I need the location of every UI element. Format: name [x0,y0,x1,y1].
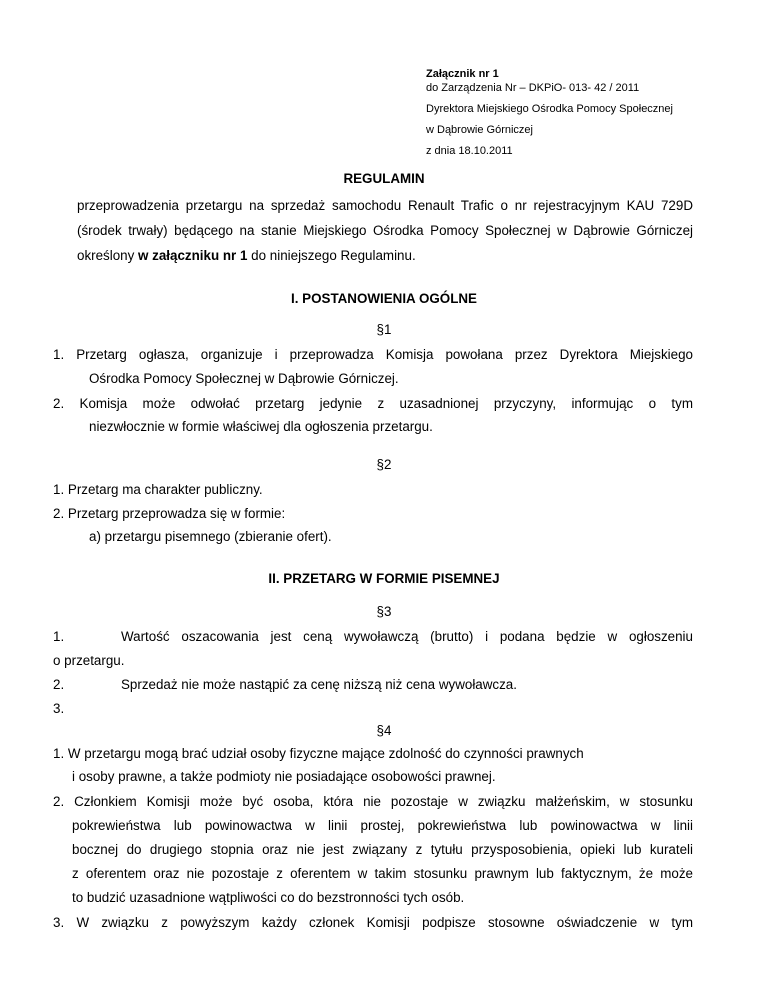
attachment-number: Załącznik nr 1 [426,68,499,80]
p3-item-1-line-1: Wartość oszacowania jest ceną wywoławczą (brutto) i podana będzie w ogłoszeniu [121,629,693,644]
intro-line-3-post: do niniejszego Regulaminu. [247,248,416,263]
p1-item-1-line-2: Ośrodka Pomocy Społecznej w Dąbrowie Górniczej. [89,371,399,386]
intro-line-1: przeprowadzenia przetargu na sprzedaż samochodu Renault Trafic o nr rejestracyjnym KAU 729D [77,198,693,213]
paragraph-1-mark: §1 [376,322,392,337]
document-title: REGULAMIN [343,171,425,186]
p3-item-1-number: 1. [53,629,65,644]
location-line: w Dąbrowie Górniczej [426,124,533,136]
date-line: z dnia 18.10.2011 [426,145,513,157]
director-line: Dyrektora Miejskiego Ośrodka Pomocy Społecznej [426,103,673,115]
section-1-heading: I. POSTANOWIENIA OGÓLNE [291,291,477,306]
intro-line-3-bold: w załączniku nr 1 [138,248,248,263]
intro-line-2: (środek trwały) będącego na stanie Miejskiego Ośrodka Pomocy Społecznej w Dąbrowie Górniczej [77,223,693,238]
p3-item-3-number: 3. [53,701,65,716]
p3-item-1-line-2: o przetargu. [53,653,125,668]
p2-item-2: 2. Przetarg przeprowadza się w formie: [53,506,286,521]
intro-line-3-pre: określony [77,248,139,263]
intro-line-3 [77,247,416,265]
paragraph-4-mark: §4 [376,723,392,738]
p4-item-2-line-2: pokrewieństwa lub powinowactwa w linii prostej, pokrewieństwa lub powinowactwa w linii [72,818,693,833]
p1-item-2-line-1: 2. Komisja może odwołać przetarg jedynie z uzasadnionej przyczyny, informując o tym [53,396,693,411]
p4-item-2-line-4: z oferentem oraz nie pozostaje z oferentem w takim stosunku prawnym lub faktycznym, że może [72,866,693,881]
section-2-heading: II. PRZETARG W FORMIE PISEMNEJ [268,571,500,586]
paragraph-2-mark: §2 [376,457,392,472]
paragraph-3-mark: §3 [376,604,392,619]
ordinance-reference: do Zarządzenia Nr – DKPiO- 013- 42 / 2011 [426,82,640,94]
p2-item-1: 1. Przetarg ma charakter publiczny. [53,482,263,497]
p4-item-2-line-3: bocznej do drugiego stopnia oraz nie jest związany z tytułu przysposobienia, opieki lub kurateli [72,842,693,857]
p1-item-2-line-2: niezwłocznie w formie właściwej dla ogłoszenia przetargu. [89,419,433,434]
p4-item-2-line-1: 2. Członkiem Komisji może być osoba, która nie pozostaje w związku małżeńskim, w stosunku [53,794,693,809]
p2-item-2-sub-a: a) przetargu pisemnego (zbieranie ofert). [89,529,332,544]
p4-item-3-line-1: 3. W związku z powyższym każdy członek Komisji podpisze stosowne oświadczenie w tym [53,915,693,930]
p1-item-1-line-1: 1. Przetarg ogłasza, organizuje i przeprowadza Komisja powołana przez Dyrektora Miejskiego [53,347,693,362]
p4-item-1-line-2: i osoby prawne, a także podmioty nie posiadające osobowości prawnej. [72,769,496,784]
p3-item-2-number: 2. [53,677,65,692]
p4-item-2-line-5: to budzić uzasadnione wątpliwości co do bezstronności tych osób. [72,890,465,905]
p4-item-1-line-1: 1. W przetargu mogą brać udział osoby fizyczne mające zdolność do czynności prawnych [53,746,584,761]
p3-item-2-text: Sprzedaż nie może nastąpić za cenę niższą niż cena wywoławcza. [121,677,517,692]
